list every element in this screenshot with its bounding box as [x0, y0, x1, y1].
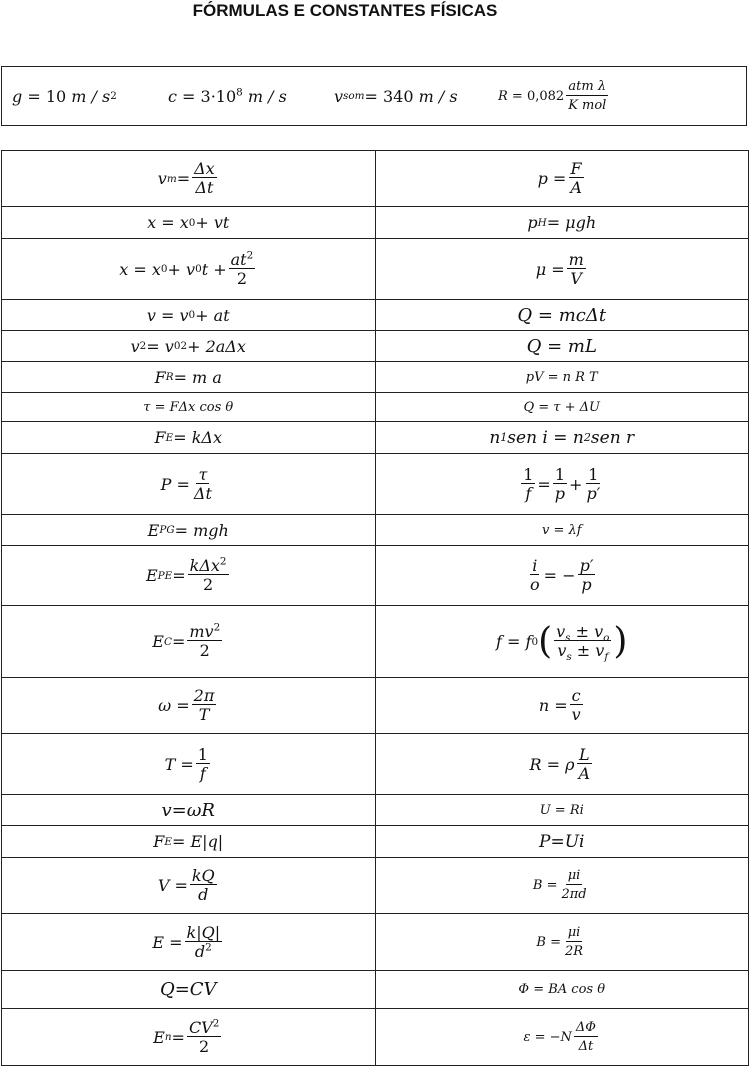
formula-cell: p = $\frac{F}{A}$	[375, 151, 750, 206]
formula-cell: F E = kΔx	[1, 422, 375, 453]
formula-cell: v=ωR	[1, 795, 375, 825]
formula-cell: v m = $\frac{\Delta x}{\Delta t}$	[1, 151, 375, 206]
table-row	[1, 362, 749, 393]
constant-g: g = 10 m / s 2	[12, 86, 117, 106]
table-row	[1, 971, 749, 1009]
formula-cell: E n = $\frac{CV^2}{2}$	[1, 1009, 375, 1065]
formula-cell: E PG = mgh	[1, 515, 375, 545]
table-row	[1, 546, 749, 606]
formula-cell: $\frac{1}{f}$ = $\frac{1}{p}$ + $\frac{1}{p'}$	[375, 454, 750, 514]
table-row	[1, 826, 749, 858]
formula-cell: v 2 = v 0 2 + 2aΔx	[1, 331, 375, 361]
formula-cell: $\frac{i}{o}$ = − $\frac{p'}{p}$	[375, 546, 750, 605]
table-row	[1, 300, 749, 331]
table-row	[1, 151, 749, 207]
formula-cell: P=Ui	[375, 826, 750, 857]
table-row	[1, 422, 749, 454]
formula-table	[1, 150, 749, 1066]
formula-cell: T = $\frac{1}{f}$	[1, 734, 375, 794]
formula-cell: P = $\frac{\tau}{\Delta t}$	[1, 454, 375, 514]
formula-cell: ε = −N $\frac{\Delta\Phi}{\Delta t}$	[375, 1009, 750, 1065]
formula-cell: n = $\frac{c}{v}$	[375, 678, 750, 733]
table-row	[1, 331, 749, 362]
table-row	[1, 734, 749, 795]
formula-cell: B = $\frac{\mu i}{2\pi d}$	[375, 858, 750, 913]
formula-cell: Q = mL	[375, 331, 750, 361]
formula-cell: x = x 0 + vt	[1, 207, 375, 238]
formula-cell: τ = FΔx cos θ	[1, 393, 375, 421]
formula-cell: U = Ri	[375, 795, 750, 825]
table-row	[1, 515, 749, 546]
table-row	[1, 1009, 749, 1066]
table-row	[1, 858, 749, 914]
formula-cell: Q=CV	[1, 971, 375, 1008]
table-row	[1, 795, 749, 826]
formula-cell: E C = $\frac{mv^2}{2}$	[1, 606, 375, 677]
formula-cell: v = λf	[375, 515, 750, 545]
formula-cell: B = $\frac{\mu i}{2R}$	[375, 914, 750, 970]
formula-cell: n 1 sen i = n 2 sen r	[375, 422, 750, 453]
constant-R: R = 0,082 $\frac{\text{atm λ}}{\text{K mol}}$	[498, 78, 607, 113]
formula-cell: Q = mcΔt	[375, 300, 750, 330]
formula-cell: Φ = BA cos θ	[375, 971, 750, 1008]
table-row	[1, 454, 749, 515]
constant-vsom: v som = 340 m / s	[334, 86, 458, 106]
formula-cell: R = ρ $\frac{L}{A}$	[375, 734, 750, 794]
formula-cell: F R = m a	[1, 362, 375, 392]
formula-cell: E = $\frac{k|Q|}{d^2}$	[1, 914, 375, 970]
formula-cell: V = $\frac{kQ}{d}$	[1, 858, 375, 913]
table-row	[1, 239, 749, 300]
constants-box	[1, 66, 747, 126]
table-row	[1, 914, 749, 971]
table-row	[1, 393, 749, 422]
constant-c: c = $3\cdot 10^8$ m / s	[168, 86, 287, 106]
formula-cell: p H = μgh	[375, 207, 750, 238]
formula-cell: E PE = $\frac{k\Delta x^2}{2}$	[1, 546, 375, 605]
formula-cell: f = f 0 ( $\frac{v_s \pm v_o}{v_s \pm v_f}$ )	[375, 606, 750, 677]
table-row	[1, 678, 749, 734]
formula-cell: μ = $\frac{m}{V}$	[375, 239, 750, 299]
formula-cell: ω = $\frac{2\pi}{T}$	[1, 678, 375, 733]
formula-cell: pV = n R T	[375, 362, 750, 392]
formula-cell: x = x 0 + v 0 t + $\frac{at^2}{2}$	[1, 239, 375, 299]
table-row	[1, 606, 749, 678]
formula-cell: F E = E|q|	[1, 826, 375, 857]
page-title: FÓRMULAS E CONSTANTES FÍSICAS	[192, 1, 498, 20]
formula-cell: v = v 0 + at	[1, 300, 375, 330]
table-row	[1, 207, 749, 239]
formula-cell: Q = τ + ΔU	[375, 393, 750, 421]
